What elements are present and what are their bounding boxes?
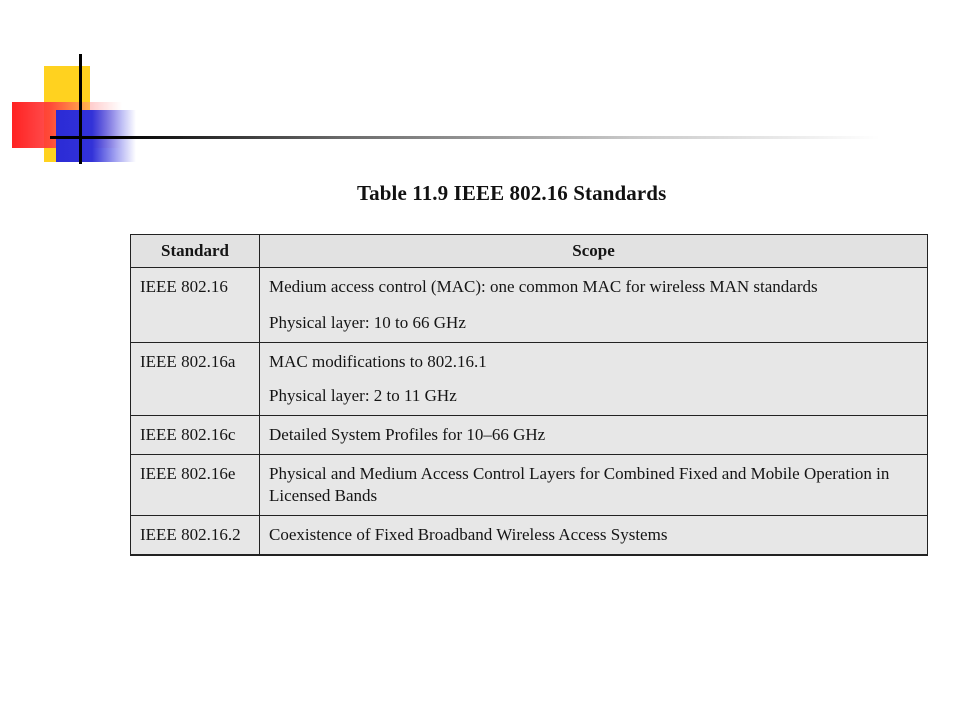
scope-cell bbox=[260, 516, 928, 556]
standard-cell: IEEE 802.16.2 bbox=[131, 516, 260, 556]
scope-text: Physical layer: 10 to 66 GHz bbox=[269, 313, 466, 332]
scope-cell bbox=[260, 416, 928, 455]
scope-cell bbox=[260, 455, 928, 516]
standard-cell: IEEE 802.16 bbox=[131, 268, 260, 343]
header-scope: Scope bbox=[260, 235, 928, 268]
scope-text: Physical layer: 2 to 11 GHz bbox=[269, 386, 457, 405]
table-header-row bbox=[131, 235, 928, 268]
standard-cell: IEEE 802.16c bbox=[131, 416, 260, 455]
table-title: Table 11.9 IEEE 802.16 Standards bbox=[357, 181, 667, 205]
header-standard: Standard bbox=[131, 235, 260, 268]
scope-text: Detailed System Profiles for 10–66 GHz bbox=[269, 425, 546, 444]
scope-text: MAC modifications to 802.16.1 bbox=[269, 352, 487, 371]
table-row bbox=[131, 268, 928, 343]
table-row bbox=[131, 516, 928, 556]
standard-cell: IEEE 802.16e bbox=[131, 455, 260, 516]
scope-text: Medium access control (MAC): one common MAC for wireless MAN standards bbox=[269, 277, 818, 296]
decor-vertical-line bbox=[79, 54, 82, 164]
scope-text: Coexistence of Fixed Broadband Wireless Access Systems bbox=[269, 525, 668, 544]
table-row bbox=[131, 416, 928, 455]
table-row bbox=[131, 455, 928, 516]
scope-cell bbox=[260, 343, 928, 416]
scope-text: Physical and Medium Access Control Layers for Combined Fixed and Mobile Operation in Licensed Bands bbox=[269, 464, 890, 505]
standard-cell: IEEE 802.16a bbox=[131, 343, 260, 416]
decor-horizontal-rule bbox=[50, 136, 880, 139]
table-row bbox=[131, 343, 928, 416]
scope-cell bbox=[260, 268, 928, 343]
standards-table bbox=[130, 234, 928, 556]
